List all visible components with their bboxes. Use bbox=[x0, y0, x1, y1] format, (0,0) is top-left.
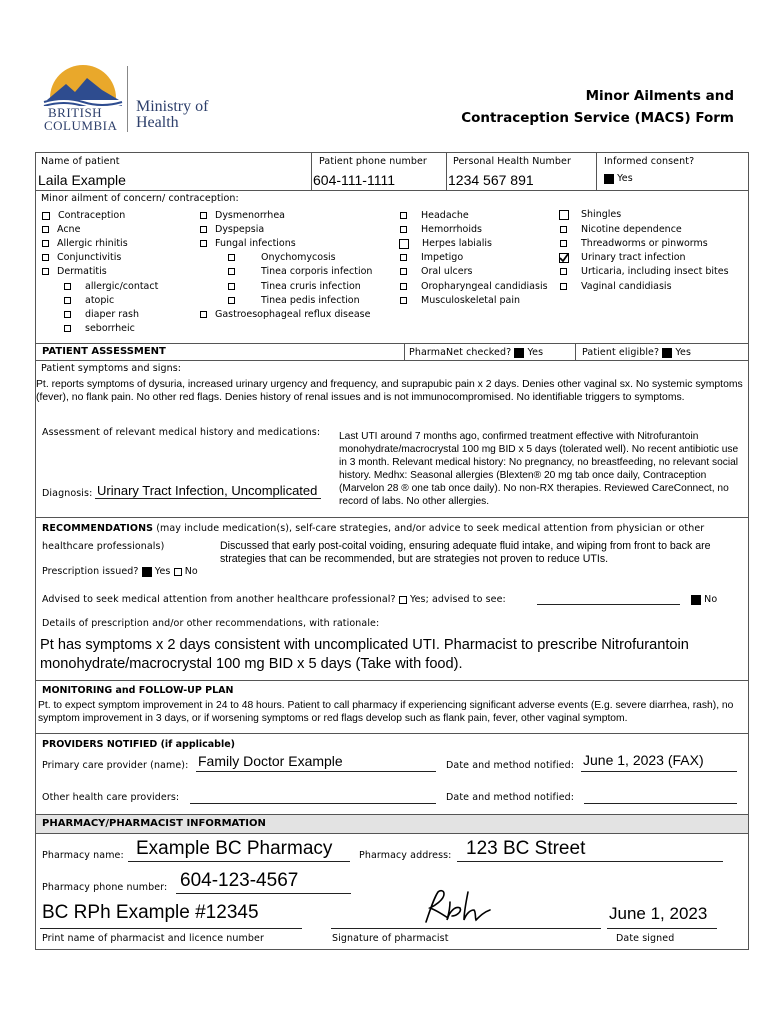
ailment-allergic-contact[interactable] bbox=[64, 281, 158, 292]
consent-label: Informed consent? bbox=[604, 156, 695, 167]
date-signed-field[interactable]: June 1, 2023 bbox=[609, 904, 708, 923]
checkbox[interactable] bbox=[64, 325, 71, 332]
checkbox[interactable] bbox=[64, 283, 71, 290]
monitoring-text[interactable]: Pt. to expect symptom improvement in 24 to 48 hours. Patient to call pharmacy if experiencing significant adverse events (E.g. severe diarrhea, rash), no symptom improvement in 3 days, or if worsening symptoms or red flags develop such as flank pain, fever, other vaginal symptom. bbox=[38, 700, 734, 724]
pharmacy-phone-field[interactable]: 604-123-4567 bbox=[180, 870, 299, 891]
pharmanet-yes-checkbox[interactable] bbox=[514, 348, 524, 358]
rx-yes-text: Yes bbox=[154, 566, 171, 577]
date-signed-label: Date signed bbox=[616, 933, 675, 944]
patient-phone-label: Patient phone number bbox=[319, 156, 427, 167]
patient-eligible[interactable] bbox=[582, 347, 691, 358]
ailment-text: Herpes labialis bbox=[422, 238, 492, 249]
rx-label: Prescription issued? bbox=[42, 566, 139, 577]
checkbox[interactable] bbox=[42, 254, 49, 261]
ailment-text: Oropharyngeal candidiasis bbox=[421, 281, 548, 292]
ailment-shingles[interactable] bbox=[559, 209, 621, 220]
checkbox[interactable] bbox=[200, 212, 207, 219]
checkbox[interactable] bbox=[64, 311, 71, 318]
checkbox[interactable] bbox=[560, 226, 567, 233]
patient-phone-field[interactable]: 604-111-1111 bbox=[313, 172, 395, 188]
ailment-text: Dyspepsia bbox=[215, 224, 265, 235]
patient-assessment-heading: PATIENT ASSESSMENT bbox=[42, 346, 166, 357]
recommendations-heading bbox=[42, 523, 704, 534]
ailment-urticaria[interactable] bbox=[560, 266, 729, 277]
ailment-dyspepsia[interactable] bbox=[200, 224, 264, 235]
checked-checkbox-icon[interactable] bbox=[559, 253, 569, 263]
diagnosis-field[interactable]: Urinary Tract Infection, Uncomplicated bbox=[97, 483, 318, 498]
ailment-headache[interactable] bbox=[400, 210, 469, 221]
ailment-text: Tinea pedis infection bbox=[261, 295, 360, 306]
other-providers-label: Other health care providers: bbox=[42, 792, 180, 803]
pharmacy-name-field[interactable]: Example BC Pharmacy bbox=[136, 838, 333, 859]
details-text[interactable]: Pt has symptoms x 2 days consistent with uncomplicated UTI. Pharmacist to prescribe Nitrofurantoin monohydrate/macrocrystal 100 mg BID x 5 days (Take with food). bbox=[40, 637, 689, 672]
symptoms-text[interactable]: Pt. reports symptoms of dysuria, increased urinary urgency and frequency, and suprapubic pain x 2 days. Denies other vaginal sx. No systemic symptoms (fever), no flank pain. No other red flags. Denies history of renal issues and is not immunocompromised. No identifiable triggers to symptoms. bbox=[36, 379, 743, 403]
ailment-text: Contraception bbox=[58, 210, 126, 221]
pharmacist-name-label: Print name of pharmacist and licence number bbox=[42, 933, 264, 944]
ailment-text: Urinary tract infection bbox=[581, 252, 686, 263]
ailment-onychomycosis[interactable] bbox=[228, 252, 336, 263]
checkbox[interactable] bbox=[200, 240, 207, 247]
monitoring-heading: MONITORING and FOLLOW-UP PLAN bbox=[42, 685, 234, 696]
ailment-text: Threadworms or pinworms bbox=[581, 238, 708, 249]
advised-no-text: No bbox=[704, 594, 718, 605]
ailment-hemorrhoids[interactable] bbox=[400, 224, 482, 235]
logo-divider bbox=[127, 66, 128, 132]
ailment-uti[interactable] bbox=[559, 252, 686, 263]
ailment-seborrheic[interactable] bbox=[64, 323, 135, 334]
patient-name-field[interactable]: Laila Example bbox=[38, 172, 126, 188]
advised-no-option[interactable] bbox=[691, 594, 717, 605]
ailment-text: Fungal infections bbox=[215, 238, 296, 249]
pharmacy-address-field[interactable]: 123 BC Street bbox=[466, 838, 586, 859]
history-text[interactable]: Last UTI around 7 months ago, confirmed treatment effective with Nitrofurantoin monohydrate/macrocrystal 100 mg BID x 5 days (tolerated well). No recent antibiotic use in 3 month. Relevant medical history: No pregnancy, no breastfeeding, no relevant social history. Medhx: Seasonal allergies (Blexten® 20 mg tab once daily, Contraception (Marvelon 28 ® one tab once daily). No non-RX therapies. Reviewed CareConnect, no record of labs. No other allergies. bbox=[339, 431, 739, 507]
ailment-text: atopic bbox=[85, 295, 115, 306]
ailment-gerd[interactable] bbox=[200, 309, 370, 320]
checkbox[interactable] bbox=[42, 240, 49, 247]
ailment-text: Vaginal candidiasis bbox=[581, 281, 672, 292]
checkbox[interactable] bbox=[228, 283, 235, 290]
ailment-text: diaper rash bbox=[85, 309, 139, 320]
ailment-diaper-rash[interactable] bbox=[64, 309, 139, 320]
checkbox[interactable] bbox=[400, 297, 407, 304]
ailment-text: Urticaria, including insect bites bbox=[581, 266, 729, 277]
checkbox[interactable] bbox=[228, 254, 235, 261]
checkbox[interactable] bbox=[560, 268, 567, 275]
checkbox[interactable] bbox=[42, 212, 50, 220]
checkbox[interactable] bbox=[228, 268, 235, 275]
ailment-text: Dysmenorrhea bbox=[215, 210, 285, 221]
pharmanet-label: PharmaNet checked? bbox=[409, 347, 512, 358]
rx-no-text: No bbox=[184, 566, 198, 577]
checkbox[interactable] bbox=[42, 226, 49, 233]
ailment-atopic[interactable] bbox=[64, 295, 114, 306]
ailment-nicotine-dependence[interactable] bbox=[560, 224, 682, 235]
signature-icon[interactable] bbox=[420, 888, 500, 926]
rx-no-checkbox[interactable] bbox=[174, 568, 182, 576]
diagnosis-label: Diagnosis: bbox=[42, 488, 93, 499]
checkbox[interactable] bbox=[560, 283, 567, 290]
form-title-line1: Minor Ailments and bbox=[585, 88, 734, 104]
checkbox[interactable] bbox=[400, 212, 407, 219]
advised-label: Advised to seek medical attention from another healthcare professional? bbox=[42, 594, 396, 605]
form-title-line2: Contraception Service (MACS) Form bbox=[461, 110, 734, 126]
ailment-tinea-corporis[interactable] bbox=[228, 266, 372, 277]
checkbox[interactable] bbox=[400, 268, 407, 275]
ailment-threadworms[interactable] bbox=[560, 238, 708, 249]
phn-field[interactable]: 1234 567 891 bbox=[448, 172, 534, 188]
phn-label: Personal Health Number bbox=[453, 156, 571, 167]
eligible-yes-text: Yes bbox=[675, 347, 692, 358]
ailment-text: Musculoskeletal pain bbox=[421, 295, 521, 306]
ailment-conjunctivitis[interactable] bbox=[42, 252, 121, 263]
ministry-line1: Ministry of bbox=[136, 98, 209, 115]
bc-sun-mountain-icon bbox=[42, 62, 124, 106]
details-label: Details of prescription and/or other recommendations, with rationale: bbox=[42, 618, 380, 629]
primary-provider-field[interactable]: Family Doctor Example bbox=[198, 753, 343, 769]
pharmacy-address-label: Pharmacy address: bbox=[359, 850, 452, 861]
ailment-oropharyngeal-candidiasis[interactable] bbox=[400, 281, 548, 292]
ailment-herpes-labialis[interactable] bbox=[399, 238, 492, 249]
ailment-tinea-pedis[interactable] bbox=[228, 295, 360, 306]
ailment-text: seborrheic bbox=[85, 323, 135, 334]
checkbox[interactable] bbox=[200, 311, 207, 318]
ailment-text: allergic/contact bbox=[85, 281, 159, 292]
ailment-text: Onychomycosis bbox=[261, 252, 336, 263]
advised-no-checkbox[interactable] bbox=[691, 595, 701, 605]
checkbox[interactable] bbox=[42, 268, 49, 275]
ailment-contraception[interactable] bbox=[42, 210, 125, 221]
checkbox[interactable] bbox=[400, 226, 407, 233]
primary-date-label: Date and method notified: bbox=[446, 760, 575, 771]
ailment-impetigo[interactable] bbox=[400, 252, 463, 263]
ailment-dysmenorrhea[interactable] bbox=[200, 210, 285, 221]
signature-label: Signature of pharmacist bbox=[332, 933, 449, 944]
recommendations-subtitle: (may include medication(s), self-care strategies, and/or advice to seek medical attention from physician or other bbox=[153, 523, 705, 534]
advised-yes-text: Yes; advised to see: bbox=[409, 594, 506, 605]
advised-yes-checkbox[interactable] bbox=[399, 596, 407, 604]
logo-text-columbia: COLUMBIA bbox=[44, 118, 118, 133]
other-date-label: Date and method notified: bbox=[446, 792, 575, 803]
pharmacy-name-label: Pharmacy name: bbox=[42, 850, 124, 861]
checkbox[interactable] bbox=[560, 240, 567, 247]
checkbox[interactable] bbox=[64, 297, 71, 304]
symptoms-label: Patient symptoms and signs: bbox=[41, 363, 182, 374]
ailment-text: Tinea cruris infection bbox=[261, 281, 361, 292]
checkbox[interactable] bbox=[200, 226, 207, 233]
ailment-text: Hemorrhoids bbox=[421, 224, 482, 235]
pharmacy-heading: PHARMACY/PHARMACIST INFORMATION bbox=[42, 818, 266, 829]
consent-yes-text: Yes bbox=[617, 173, 633, 184]
ailment-acne[interactable] bbox=[42, 224, 80, 235]
patient-name-label: Name of patient bbox=[41, 156, 120, 167]
ailment-text: Nicotine dependence bbox=[581, 224, 682, 235]
recommendations-title: RECOMMENDATIONS bbox=[42, 523, 154, 534]
checkbox[interactable] bbox=[400, 283, 407, 290]
recommendations-text[interactable]: Discussed that early post-coital voiding, ensuring adequate fluid intake, and wiping from front to back are strategies that can be recommended, but are strategies not proven to reduce UTIs. bbox=[220, 540, 711, 565]
recommendations-heading-line2: healthcare professionals) bbox=[42, 541, 165, 552]
ailment-allergic-rhinitis[interactable] bbox=[42, 238, 128, 249]
ailment-text: Gastroesophageal reflux disease bbox=[215, 309, 371, 320]
ailment-label: Minor ailment of concern/ contraception: bbox=[41, 193, 239, 204]
checkbox[interactable] bbox=[559, 210, 569, 220]
ailment-text: Allergic rhinitis bbox=[57, 238, 128, 249]
history-label: Assessment of relevant medical history and medications: bbox=[42, 427, 321, 438]
ailment-tinea-cruris[interactable] bbox=[228, 281, 361, 292]
checkbox[interactable] bbox=[228, 297, 235, 304]
other-providers-field[interactable] bbox=[190, 803, 436, 804]
other-date-field[interactable] bbox=[584, 803, 737, 804]
prescription-issued[interactable] bbox=[42, 566, 198, 577]
rx-yes-checkbox[interactable] bbox=[142, 567, 152, 577]
checkbox[interactable] bbox=[400, 254, 407, 261]
ailment-fungal-infections[interactable] bbox=[200, 238, 296, 249]
pharmacist-name-field[interactable]: BC RPh Example #12345 bbox=[42, 902, 259, 923]
ailment-musculoskeletal-pain[interactable] bbox=[400, 295, 520, 306]
advised-seek-attention[interactable] bbox=[42, 594, 506, 605]
eligible-yes-checkbox[interactable] bbox=[662, 348, 672, 358]
ailment-text: Oral ulcers bbox=[421, 266, 473, 277]
ailment-text: Conjunctivitis bbox=[57, 252, 122, 263]
ailment-vaginal-candidiasis[interactable] bbox=[560, 281, 672, 292]
eligible-label: Patient eligible? bbox=[582, 347, 660, 358]
ailment-text: Impetigo bbox=[421, 252, 464, 263]
ailment-text: Acne bbox=[57, 224, 81, 235]
checkbox[interactable] bbox=[399, 239, 409, 249]
ailment-text: Shingles bbox=[581, 209, 622, 220]
primary-provider-label: Primary care provider (name): bbox=[42, 760, 189, 771]
pharmanet-checked[interactable] bbox=[409, 347, 543, 358]
ailment-dermatitis[interactable] bbox=[42, 266, 107, 277]
consent-yes-checkbox[interactable] bbox=[604, 174, 614, 184]
ailment-oral-ulcers[interactable] bbox=[400, 266, 472, 277]
pharmacy-phone-label: Pharmacy phone number: bbox=[42, 882, 168, 893]
bc-logo bbox=[42, 62, 124, 134]
ailment-text: Headache bbox=[421, 210, 469, 221]
primary-date-field[interactable]: June 1, 2023 (FAX) bbox=[583, 752, 704, 768]
ailment-text: Tinea corporis infection bbox=[261, 266, 373, 277]
ailment-text: Dermatitis bbox=[57, 266, 107, 277]
logo-text-british: BRITISH bbox=[48, 105, 103, 120]
ministry-line2: Health bbox=[136, 114, 179, 131]
providers-heading: PROVIDERS NOTIFIED (if applicable) bbox=[42, 739, 236, 750]
consent-yes-option[interactable] bbox=[604, 173, 633, 184]
pharmanet-yes-text: Yes bbox=[527, 347, 544, 358]
